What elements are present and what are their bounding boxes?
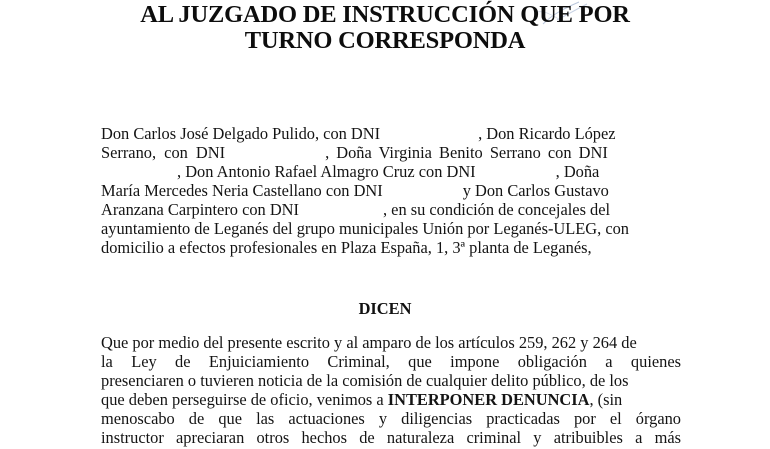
document-title: [0, 2, 770, 54]
body-line-6: instructor apreciaran otros hechos de naturaleza criminal y atribuibles a más: [101, 428, 681, 447]
body-line-1: Que por medio del presente escrito y al amparo de los artículos 259, 262 y 264 de: [101, 333, 637, 352]
intro-line-1: Don Carlos José Delgado Pulido, con DNI , Don Ricardo López: [101, 124, 616, 143]
intro-line-3: , Don Antonio Rafael Almagro Cruz con DNI , Doña: [177, 162, 600, 181]
intro-paragraph: [101, 124, 681, 257]
intro-line-7: domicilio a efectos profesionales en Plaza España, 1, 3ª planta de Leganés,: [101, 238, 592, 257]
body-paragraph: [101, 333, 681, 447]
intro-line-2: Serrano, con DNI , Doña Virginia Benito Serrano con DNI: [101, 143, 608, 162]
section-heading-dicen: DICEN: [358, 299, 412, 318]
interponer-denuncia-emphasis: INTERPONER DENUNCIA: [387, 390, 590, 409]
intro-line-4: María Mercedes Neria Castellano con DNI y Don Carlos Gustavo: [101, 181, 609, 200]
body-line-4: que deben perseguirse de oficio, venimos a INTERPONER DENUNCIA, (sin: [101, 390, 623, 409]
title-line-2: TURNO CORRESPONDA: [244, 27, 526, 54]
body-line-3: presenciaren o tuvieren noticia de la comisión de cualquier delito público, de los: [101, 371, 629, 390]
title-line-1: AL JUZGADO DE INSTRUCCIÓN QUE POR: [140, 1, 630, 28]
intro-line-6: ayuntamiento de Leganés del grupo municipales Unión por Leganés-ULEG, con: [101, 219, 629, 238]
body-line-2: la Ley de Enjuiciamiento Criminal, que impone obligación a quienes: [101, 352, 681, 371]
intro-line-5: Aranzana Carpintero con DNI , en su condición de concejales del: [101, 200, 611, 219]
body-line-5: menoscabo de que las actuaciones y diligencias practicadas por el órgano: [101, 409, 681, 428]
